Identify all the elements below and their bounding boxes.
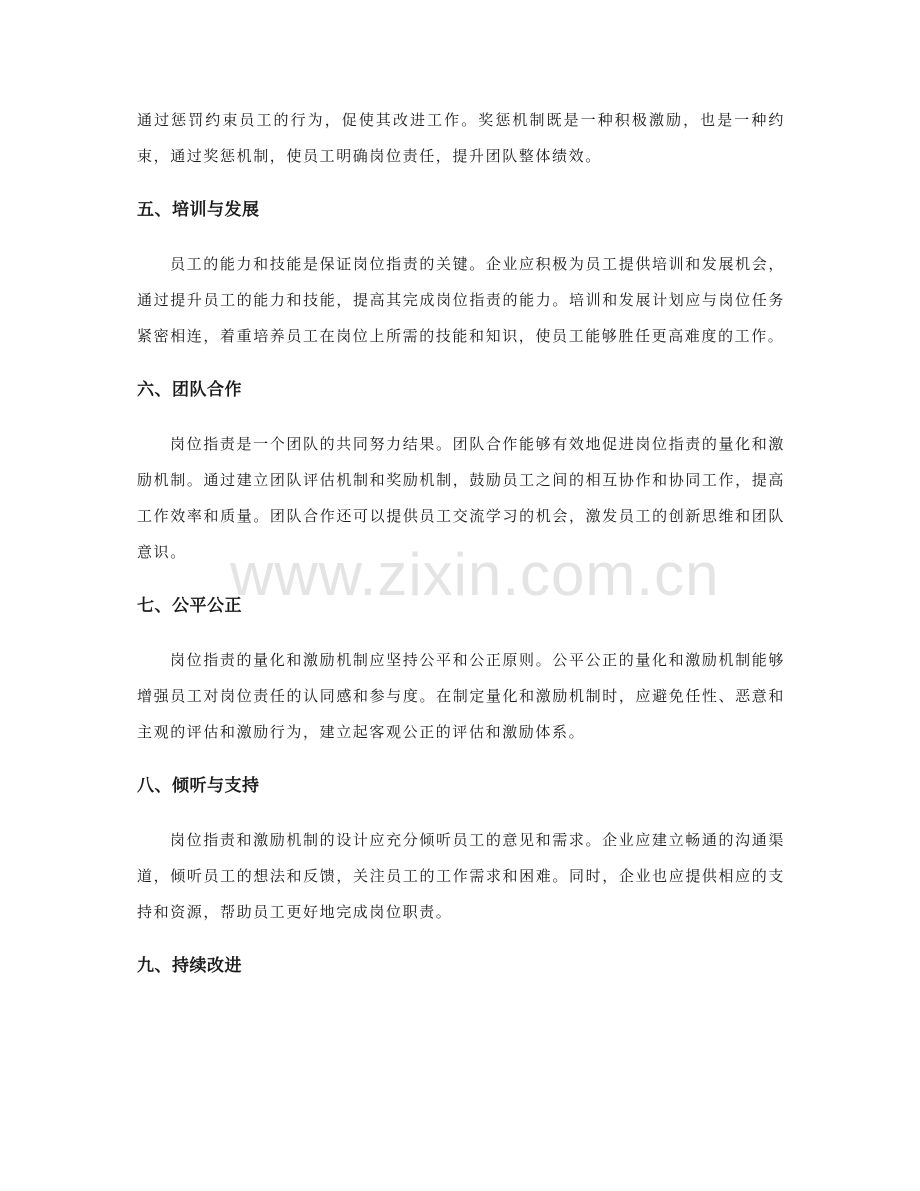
- section-heading-9: 九、持续改进: [137, 956, 242, 976]
- paragraph-fairness: 岗位指责的量化和激励机制应坚持公平和公正原则。公平公正的量化和激励机制能够增强员工对岗位责任的认同感和参与度。在制定量化和激励机制时，应避免任性、恶意和主观的评估和激励行为，建立起客观公正的评估和激励体系。: [137, 651, 785, 741]
- watermark-text: www.zixin.com.cn: [230, 541, 720, 608]
- paragraph-teamwork: 岗位指责是一个团队的共同努力结果。团队合作能够有效地促进岗位指责的量化和激励机制。通过建立团队评估机制和奖励机制，鼓励员工之间的相互协作和协同工作，提高工作效率和质量。团队合作还可以提供员工交流学习的机会，激发员工的创新思维和团队意识。: [137, 435, 785, 561]
- paragraph-listening: 岗位指责和激励机制的设计应充分倾听员工的意见和需求。企业应建立畅通的沟通渠道，倾听员工的想法和反馈，关注员工的工作需求和困难。同时，企业也应提供相应的支持和资源，帮助员工更好地完成岗位职责。: [137, 831, 785, 921]
- section-heading-7: 七、公平公正: [137, 596, 242, 616]
- section-heading-8: 八、倾听与支持: [137, 776, 260, 796]
- paragraph-training: 员工的能力和技能是保证岗位指责的关键。企业应积极为员工提供培训和发展机会，通过提升员工的能力和技能，提高其完成岗位指责的能力。培训和发展计划应与岗位任务紧密相连，着重培养员工在岗位上所需的技能和知识，使员工能够胜任更高难度的工作。: [137, 255, 785, 345]
- section-heading-6: 六、团队合作: [137, 380, 242, 400]
- section-heading-5: 五、培训与发展: [137, 200, 260, 220]
- document-body: [137, 102, 785, 1002]
- paragraph-intro: 通过惩罚约束员工的行为，促使其改进工作。奖惩机制既是一种积极激励，也是一种约束，通过奖惩机制，使员工明确岗位责任，提升团队整体绩效。: [137, 111, 785, 165]
